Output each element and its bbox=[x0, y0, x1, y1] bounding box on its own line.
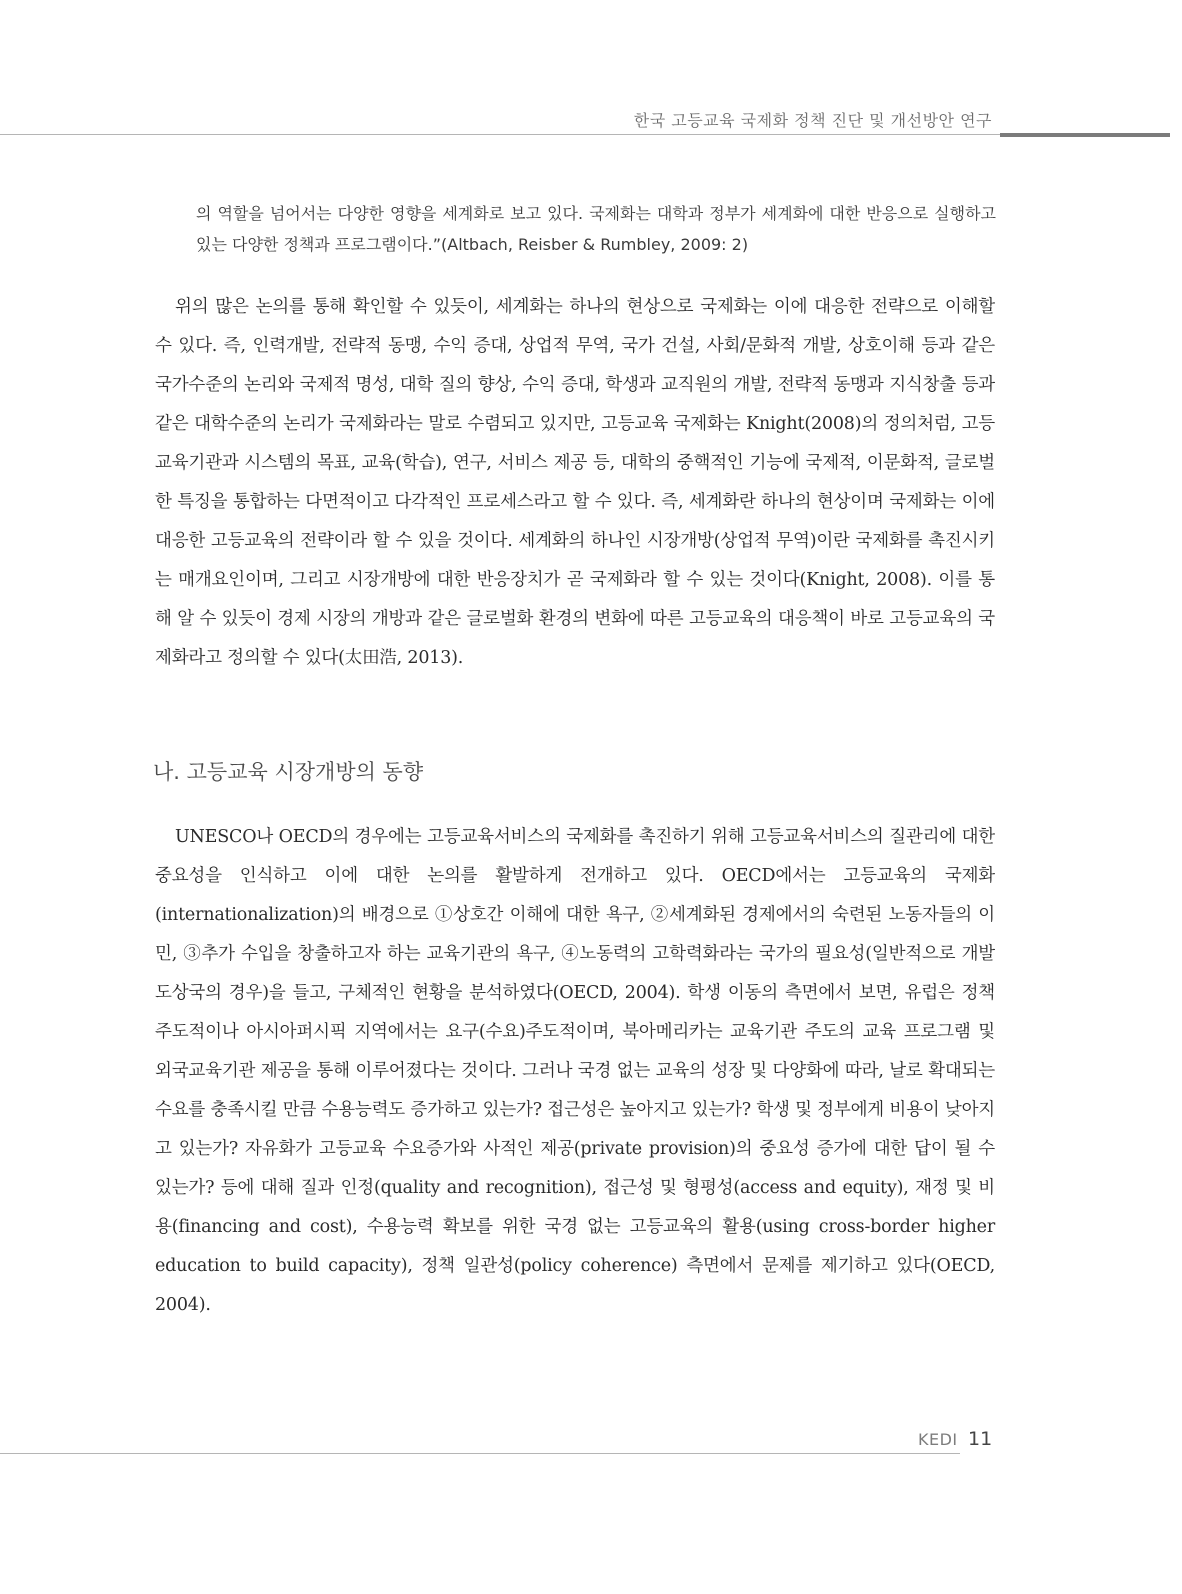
footer-publisher: KEDI bbox=[918, 1430, 958, 1449]
header-rule-accent bbox=[1000, 133, 1170, 137]
body-paragraph-2: UNESCO나 OECD의 경우에는 고등교육서비스의 국제화를 촉진하기 위해 고등교육서비스의 질관리에 대한 중요성을 인식하고 이에 대한 논의를 활발하게 전개하고 있다. OECD에서는 고등교육의 국제화(internationalization)의 배경으로 ①상호간 이해에 대한 욕구, ②세계화된 경제에서의 숙련된 노동자들의 이민, ③추가 수입을 창출하고자 하는 교육기관의 욕구, ④노동력의 고학력화라는 국가의 필요성(일반적으로 개발도상국의 경우)을 들고, 구체적인 현황을 분석하였다(OECD, 2004). 학생 이동의 측면에서 보면, 유럽은 정책 주도적이나 아시아퍼시픽 지역에서는 요구(수요)주도적이며, 북아메리카는 교육기관 주도의 교육 프로그램 및 외국교육기관 제공을 통해 이루어졌다는 것이다. 그러나 국경 없는 교육의 성장 및 다양화에 따라, 날로 확대되는 수요를 충족시킬 만큼 수용능력도 증가하고 있는가? 접근성은 높아지고 있는가? 학생 및 정부에게 비용이 낮아지고 있는가? 자유화가 고등교육 수요증가와 사적인 제공(private provision)의 중요성 증가에 대한 답이 될 수 있는가? 등에 대해 질과 인정(quality and recognition), 접근성 및 형평성(access and equity), 재정 및 비용(financing and cost), 수용능력 확보를 위한 국경 없는 고등교육의 활용(using cross-border higher education to build capacity), 정책 일관성(policy coherence) 측면에서 문제를 제기하고 있다(OECD, 2004). bbox=[155, 827, 995, 1315]
header-rule bbox=[0, 134, 1000, 135]
running-header: 한국 고등교육 국제화 정책 진단 및 개선방안 연구 bbox=[633, 111, 992, 130]
footer-rule bbox=[0, 1453, 960, 1454]
block-quote bbox=[196, 198, 996, 260]
section-title: 나. 고등교육 시장개방의 동향 bbox=[153, 760, 424, 784]
page-number: 11 bbox=[968, 1428, 993, 1450]
quote-text: 의 역할을 넘어서는 다양한 영향을 세계화로 보고 있다. 국제화는 대학과 정부가 세계화에 대한 반응으로 실행하고 있는 다양한 정책과 프로그램이다.”(Altbach, Reisber & Rumbley, 2009: 2) bbox=[196, 204, 996, 254]
body-paragraph-1: 위의 많은 논의를 통해 확인할 수 있듯이, 세계화는 하나의 현상으로 국제화는 이에 대응한 전략으로 이해할 수 있다. 즉, 인력개발, 전략적 동맹, 수익 증대, 상업적 무역, 국가 건설, 사회/문화적 개발, 상호이해 등과 같은 국가수준의 논리와 국제적 명성, 대학 질의 향상, 수익 증대, 학생과 교직원의 개발, 전략적 동맹과 지식창출 등과 같은 대학수준의 논리가 국제화라는 말로 수렴되고 있지만, 고등교육 국제화는 Knight(2008)의 정의처럼, 고등교육기관과 시스템의 목표, 교육(학습), 연구, 서비스 제공 등, 대학의 중핵적인 기능에 국제적, 이문화적, 글로벌한 특징을 통합하는 다면적이고 다각적인 프로세스라고 할 수 있다. 즉, 세계화란 하나의 현상이며 국제화는 이에 대응한 고등교육의 전략이라 할 수 있을 것이다. 세계화의 하나인 시장개방(상업적 무역)이란 국제화를 촉진시키는 매개요인이며, 그리고 시장개방에 대한 반응장치가 곧 국제화라 할 수 있는 것이다(Knight, 2008). 이를 통해 알 수 있듯이 경제 시장의 개방과 같은 글로벌화 환경의 변화에 따른 고등교육의 대응책이 바로 고등교육의 국제화라고 정의할 수 있다(太田浩, 2013). bbox=[155, 297, 995, 668]
